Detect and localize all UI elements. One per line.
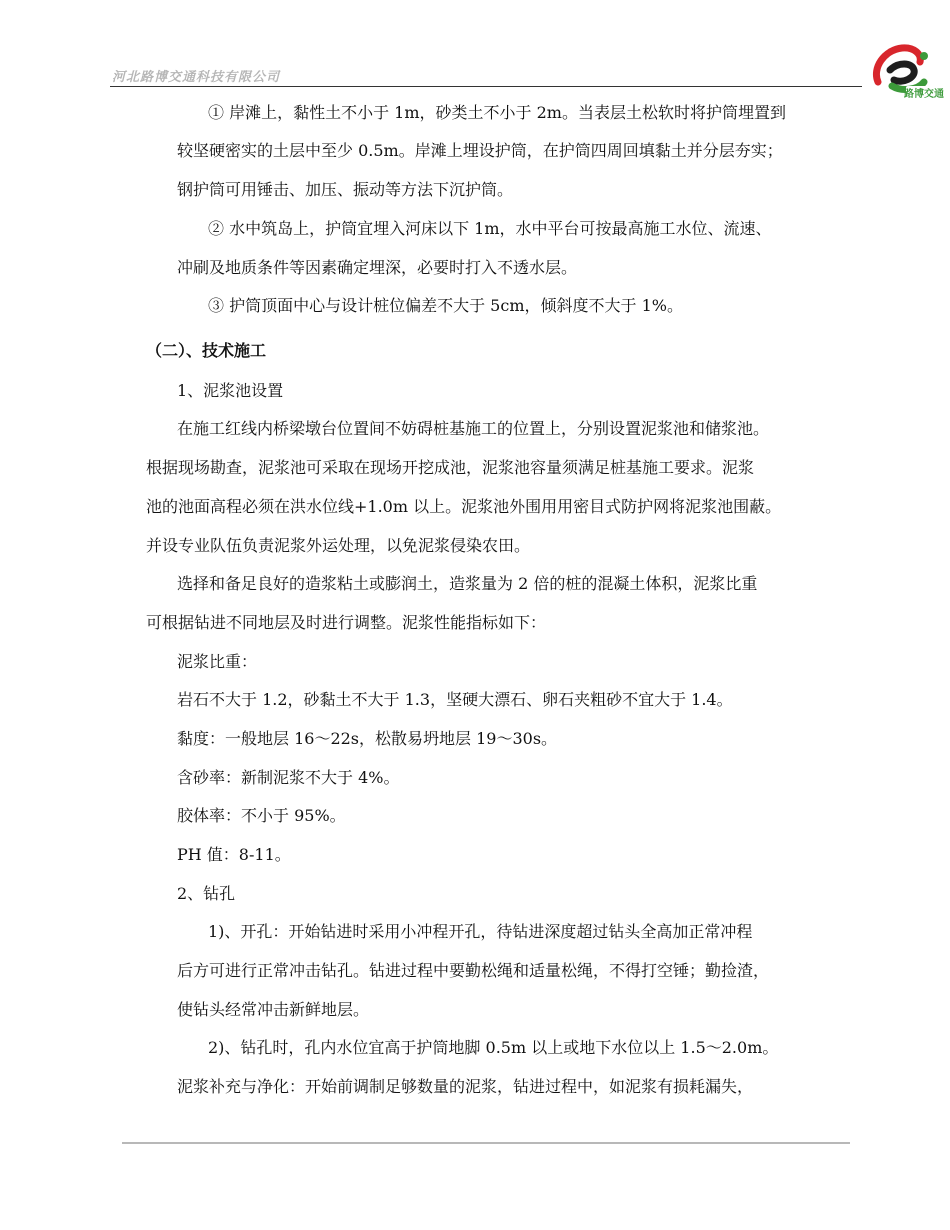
sand-content-spec: 含砂率：新制泥浆不大于 4%。 [177,768,400,787]
para-item-1-line-3: 钢护筒可用锤击、加压、振动等方法下沉护筒。 [177,180,514,199]
para-mud-pool-line-3: 池的池面高程必须在洪水位线+1.0m 以上。泥浆池外围用用密目式防护网将泥浆池围蔽。 [146,497,782,516]
subheading-drilling: 2、钻孔 [177,884,236,903]
para-item-1-line-1: ① 岸滩上，黏性土不小于 1m，砂类土不小于 2m。当表层土松软时将护筒埋置到 [208,103,786,122]
mud-density-label: 泥浆比重： [177,652,258,671]
para-item-2-line-2: 冲刷及地质条件等因素确定埋深，必要时打入不透水层。 [177,258,578,277]
footer-divider [122,1142,850,1144]
header-divider [110,86,862,87]
colloid-rate-spec: 胶体率：不小于 95%。 [177,806,346,825]
para-mud-pool-line-2: 根据现场勘查，泥浆池可采取在现场开挖成池，泥浆池容量须满足桩基施工要求。泥浆 [146,458,755,477]
company-logo [868,40,944,102]
para-item-2-line-1: ② 水中筑岛上，护筒宜埋入河床以下 1m，水中平台可按最高施工水位、流速、 [208,219,772,238]
para-item-1-line-2: 较坚硬密实的土层中至少 0.5m。岸滩上埋设护筒，在护筒四周回填黏土并分层夯实； [177,141,783,160]
para-drilling-1-line-1: 1)、开孔：开始钻进时采用小冲程开孔，待钻进深度超过钻头全高加正常冲程 [208,922,753,941]
header-company-name: 河北路博交通科技有限公司 [112,70,281,85]
para-clay-line-1: 选择和备足良好的造浆粘土或膨润土，造浆量为 2 倍的桩的混凝土体积，泥浆比重 [177,574,758,593]
logo-text: 路博交通 [904,89,944,100]
para-drilling-2-line-1: 2)、钻孔时，孔内水位宜高于护筒地脚 0.5m 以上或地下水位以上 1.5～2.0m。 [208,1038,779,1057]
ph-spec: PH 值：8-11。 [177,845,291,864]
para-drilling-2-line-2: 泥浆补充与净化：开始前调制足够数量的泥浆，钻进过程中，如泥浆有损耗漏失， [177,1077,754,1096]
para-mud-pool-line-1: 在施工红线内桥梁墩台位置间不妨碍桩基施工的位置上，分别设置泥浆池和储浆池。 [177,419,770,438]
subheading-mud-pool: 1、泥浆池设置 [177,381,284,400]
para-drilling-1-line-3: 使钻头经常冲击新鲜地层。 [177,1000,370,1019]
para-mud-pool-line-4: 并设专业队伍负责泥浆外运处理，以免泥浆侵染农田。 [146,536,531,555]
mud-density-values: 岩石不大于 1.2，砂黏土不大于 1.3，坚硬大漂石、卵石夹粗砂不宜大于 1.4。 [177,690,733,709]
para-clay-line-2: 可根据钻进不同地层及时进行调整。泥浆性能指标如下： [146,613,547,632]
para-item-3: ③ 护筒顶面中心与设计桩位偏差不大于 5cm，倾斜度不大于 1%。 [208,296,683,315]
viscosity-spec: 黏度：一般地层 16～22s，松散易坍地层 19～30s。 [177,729,558,748]
para-drilling-1-line-2: 后方可进行正常冲击钻孔。钻进过程中要勤松绳和适量松绳，不得打空锤；勤捡渣， [177,961,770,980]
section-heading: （二）、技术施工 [146,341,267,360]
